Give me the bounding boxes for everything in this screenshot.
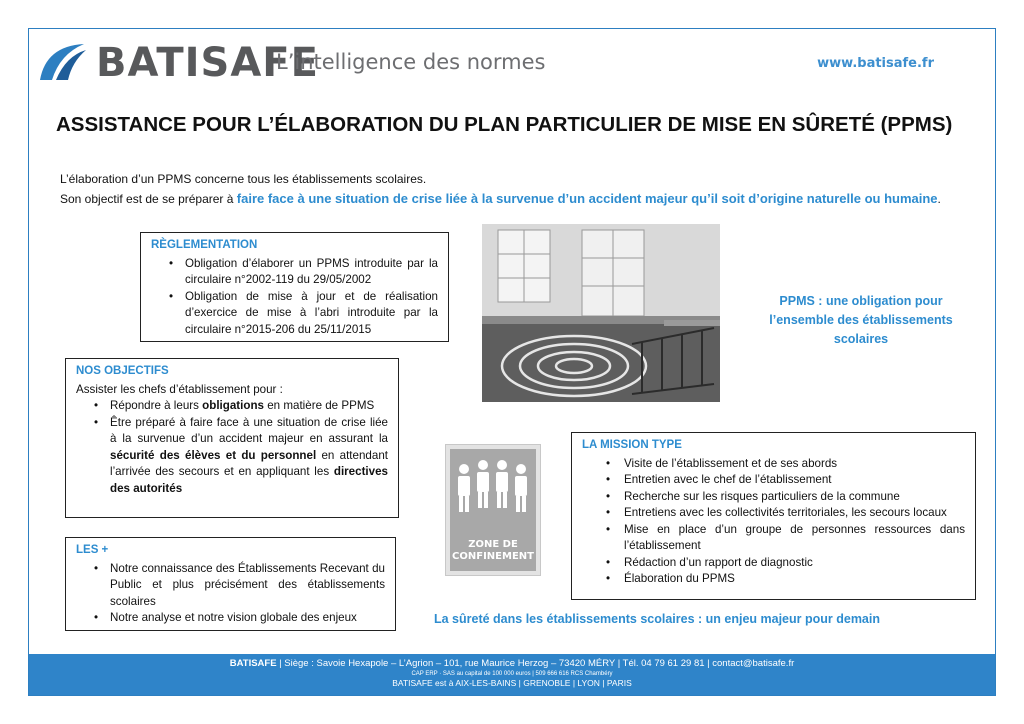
objectifs-intro: Assister les chefs d’établissement pour : — [76, 382, 283, 396]
brand-name: BATISAFE — [96, 40, 319, 86]
list-item: • Recherche sur les risques particuliers de la commune — [582, 489, 965, 506]
school-courtyard-photo — [482, 224, 720, 402]
intro-highlight: faire face à une situation de crise liée à la survenue d’un accident majeur qu’il soit d’origine naturelle ou humaine — [236, 191, 938, 206]
mission-box — [571, 432, 976, 600]
list-item: • Entretiens avec les collectivités territoriales, les secours locaux — [582, 505, 965, 522]
brand-tagline: L’intelligence des normes — [276, 50, 546, 74]
batisafe-logo-icon — [38, 40, 88, 82]
list-item: • Entretien avec le chef de l’établissement — [582, 472, 965, 489]
list-item: • Mise en place d’un groupe de personnes ressources dans l’établissement — [582, 522, 965, 555]
intro-line-2: Son objectif est de se préparer à faire face à une situation de crise liée à la survenue d’un accident majeur qu’il soit d’origine naturelle ou humaine. — [60, 191, 941, 206]
list-item: • Obligation d’élaborer un PPMS introduite par la circulaire n°2002-119 du 29/05/2002 — [151, 256, 438, 289]
list-item: • Élaboration du PPMS — [582, 571, 965, 588]
reglementation-box — [140, 232, 449, 342]
list-item: • Rédaction d’un rapport de diagnostic — [582, 555, 965, 572]
footer-offices: BATISAFE est à AIX-LES-BAINS | GRENOBLE | LYON | PARIS — [392, 678, 632, 688]
website-link[interactable]: www.batisafe.fr — [817, 56, 934, 71]
footer-legal: CAP ERP · SAS au capital de 100 000 euros | 509 666 616 RCS Chambéry — [411, 671, 613, 677]
mission-heading: LA MISSION TYPE — [582, 439, 682, 451]
list-item: • Visite de l’établissement et de ses abords — [582, 456, 965, 473]
footer — [29, 654, 995, 695]
ppms-callout: PPMS : une obligation pour l’ensemble des établissements scolaires — [769, 294, 953, 346]
list-item: • Notre analyse et notre vision globale des enjeux — [76, 610, 385, 627]
les-plus-box — [65, 537, 396, 631]
list-item: • Obligation de mise à jour et de réalisation d’exercice de mise à l’abri introduite par la circulaire n°2015-206 du 25/11/2015 — [151, 289, 438, 339]
list-item: • Notre connaissance des Établissements Recevant du Public et plus précisément des établissements scolaires — [76, 561, 385, 611]
intro-text — [60, 170, 980, 209]
intro-line-1: L’élaboration d’un PPMS concerne tous les établissements scolaires. — [60, 172, 427, 186]
list-item: • Répondre à leurs obligations en matière de PPMS — [76, 398, 388, 415]
people-group-icon — [450, 453, 536, 523]
reglementation-heading: RÈGLEMENTATION — [151, 239, 258, 251]
zone-confinement-sign — [446, 445, 540, 575]
zone-sign-label: ZONE DE CONFINEMENT — [452, 539, 534, 562]
footer-address: BATISAFE | Siège : Savoie Hexapole – L’Agrion – 101, rue Maurice Herzog – 73420 MÉRY | Tél. 04 79 61 29 81 | contact@batisafe.fr — [229, 658, 795, 669]
objectifs-box — [65, 358, 399, 518]
objectifs-heading: NOS OBJECTIFS — [76, 365, 169, 377]
list-item: • Être préparé à faire face à une situation de crise liée à la survenue d’un accident majeur en assurant la sécurité des élèves et du personnel en attendant l’arrivée des secours et en appliquant les directives des autorités — [76, 415, 388, 498]
bottom-tagline: La sûreté dans les établissements scolaires : un enjeu majeur pour demain — [434, 612, 880, 626]
page-title: ASSISTANCE POUR L’ÉLABORATION DU PLAN PARTICULIER DE MISE EN SÛRETÉ (PPMS) — [56, 113, 953, 136]
les-plus-heading: LES + — [76, 544, 109, 556]
